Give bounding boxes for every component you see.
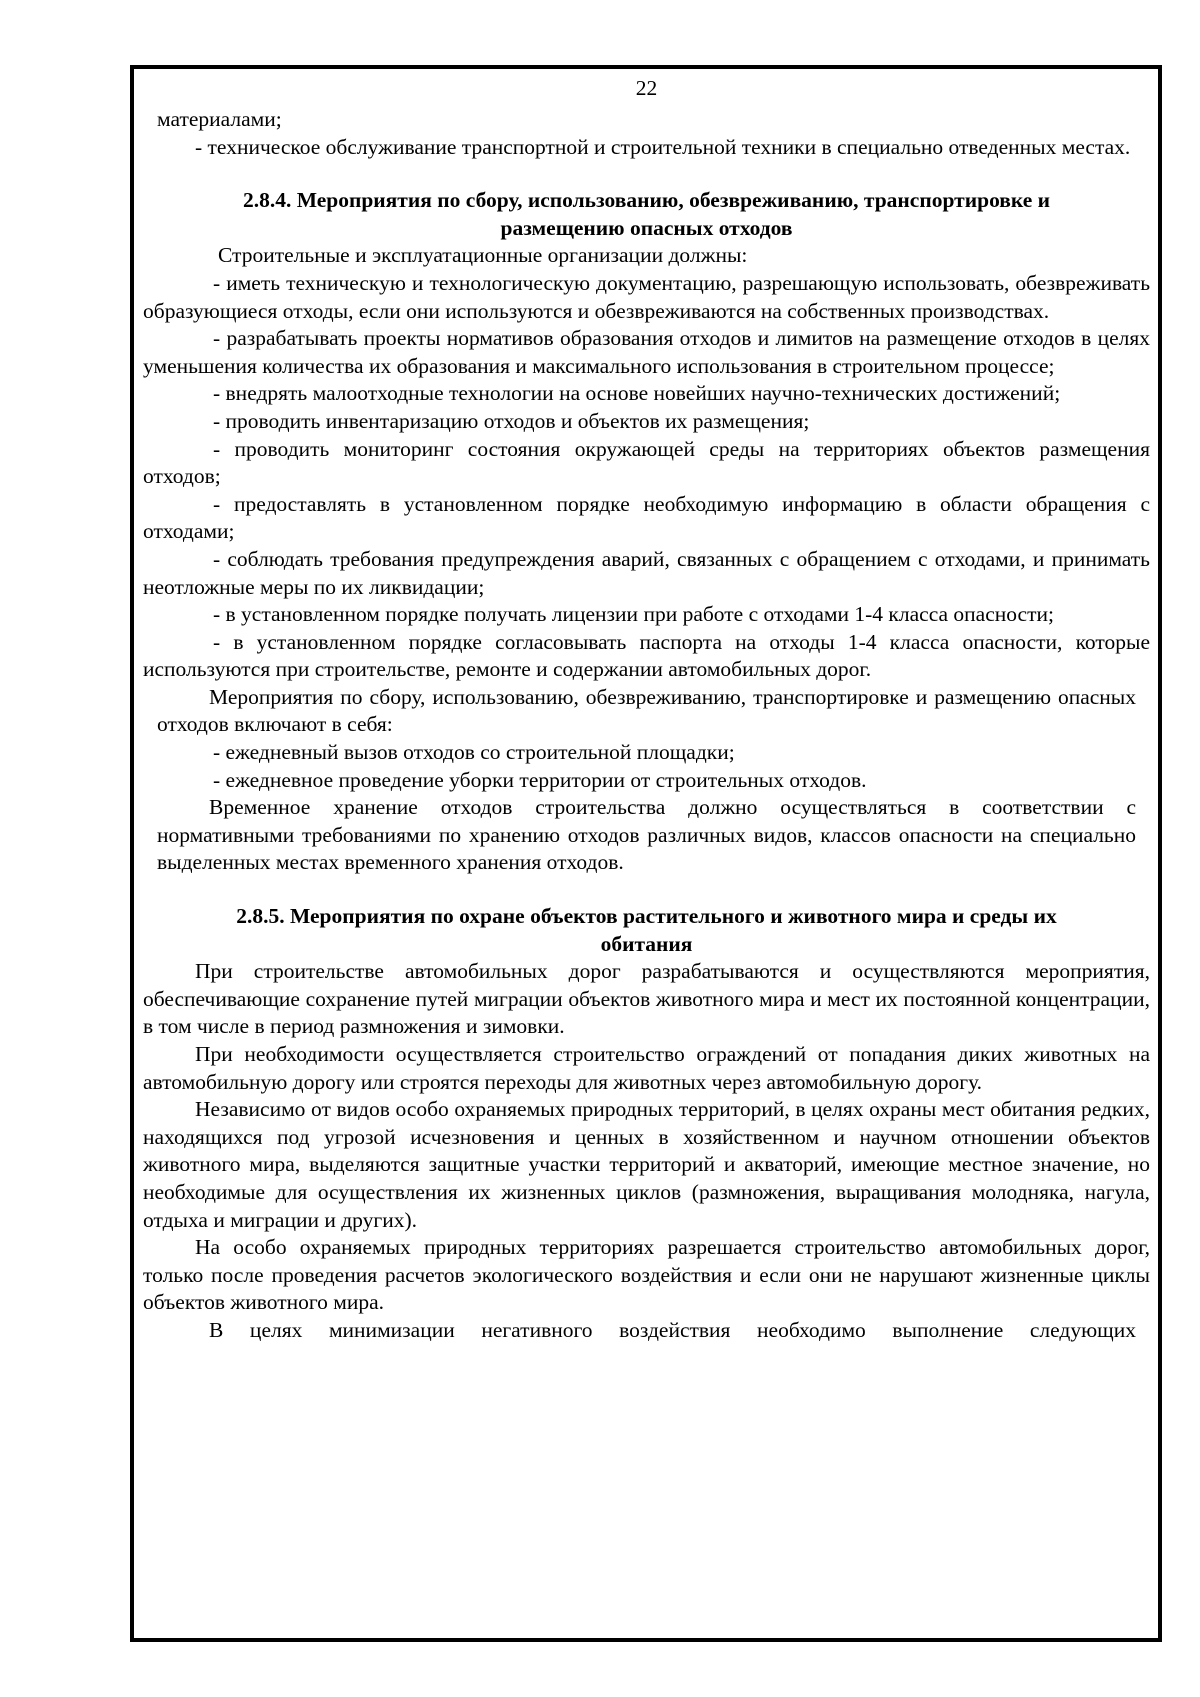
section-heading: 2.8.5. Мероприятия по охране объектов растительного и животного мира и среды их обитания: [236, 904, 1057, 956]
paragraph: Независимо от видов особо охраняемых природных территорий, в целях охраны мест обитания редких, находящихся под угрозой исчезновения и ценных в хозяйственном и научном отношении объектов животного мира, выделяются защитные участки территорий и акваторий, имеющие местное значение, но необходимые для осуществления их жизненных циклов (размножения, выращивания молодняка, нагула, отдыха и миграции и других).: [143, 1097, 1150, 1232]
list-item: - разрабатывать проекты нормативов образования отходов и лимитов на размещение отходов в целях уменьшения количества их образования и максимального использования в строительном процессе;: [143, 326, 1150, 378]
paragraph: Мероприятия по сбору, использованию, обезвреживанию, транспортировке и размещению опасных отходов включают в себя:: [157, 684, 1136, 737]
page-number: 22: [635, 76, 658, 100]
paragraph: материалами;: [157, 107, 282, 131]
paragraph: При необходимости осуществляется строительство ограждений от попадания диких животных на автомобильную дорогу или строятся переходы для животных через автомобильную дорогу.: [143, 1042, 1150, 1094]
list-item: - предоставлять в установленном порядке необходимую информацию в области обращения с отходами;: [143, 491, 1150, 544]
list-item: - соблюдать требования предупреждения аварий, связанных с обращением с отходами, и принимать неотложные меры по их ликвидации;: [143, 546, 1150, 599]
paragraph: - техническое обслуживание транспортной и строительной техники в специально отведенных местах.: [195, 134, 1131, 159]
paragraph: В целях минимизации негативного воздействия необходимо выполнение следующих: [209, 1317, 1136, 1342]
list-item: - проводить инвентаризацию отходов и объектов их размещения;: [213, 408, 810, 433]
list-item: - в установленном порядке получать лицензии при работе с отходами 1-4 класса опасности;: [213, 602, 1054, 627]
paragraph: Строительные и эксплуатационные организации должны:: [218, 243, 748, 268]
document-body: [143, 70, 1150, 1345]
paragraph: При строительстве автомобильных дорог разрабатываются и осуществляются мероприятия, обеспечивающие сохранение путей миграции объектов животного мира и мест их постоянной концентрации, в том числе в период размножения и зимовки.: [143, 959, 1150, 1039]
list-item: - ежедневный вызов отходов со строительной площадки;: [213, 740, 735, 765]
paragraph: На особо охраняемых природных территориях разрешается строительство автомобильных дорог, только после проведения расчетов экологического воздействия и если они не нарушают жизненные циклы объектов животного мира.: [143, 1235, 1150, 1315]
list-item: - иметь техническую и технологическую документацию, разрешающую использовать, обезвреживать образующиеся отходы, если они используются и обезвреживаются на собственных производствах.: [143, 270, 1150, 323]
list-item: - проводить мониторинг состояния окружающей среды на территориях объектов размещения отходов;: [143, 436, 1150, 489]
list-item: - в установленном порядке согласовывать паспорта на отходы 1-4 класса опасности, которые используются при строительстве, ремонте и содержании автомобильных дорог.: [143, 629, 1150, 682]
paragraph: Временное хранение отходов строительства должно осуществляться в соответствии с нормативными требованиями по хранению отходов различных видов, классов опасности на специально выделенных местах временного хранения отходов.: [157, 795, 1136, 875]
list-item: - внедрять малоотходные технологии на основе новейших научно-технических достижений;: [213, 381, 1061, 406]
section-heading: 2.8.4. Мероприятия по сбору, использованию, обезвреживанию, транспортировке и размещению опасных отходов: [242, 188, 1051, 240]
list-item: - ежедневное проведение уборки территории от строительных отходов.: [213, 767, 867, 792]
